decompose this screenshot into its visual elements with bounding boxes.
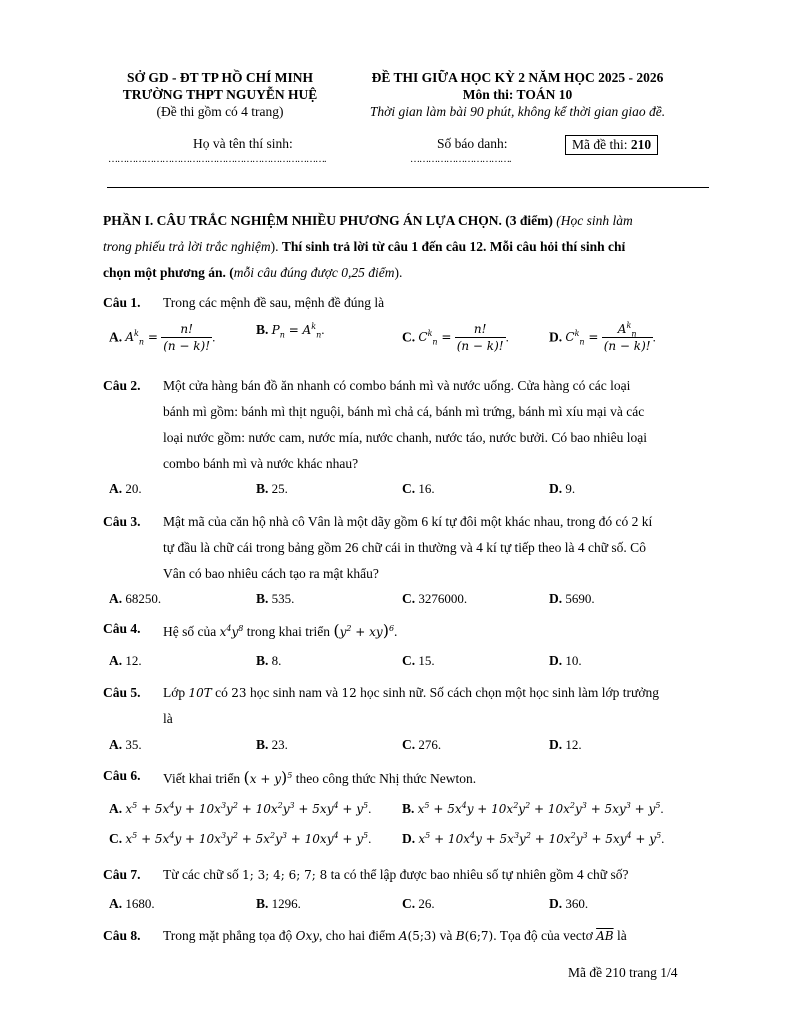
q5-n2: 12 [341,686,357,700]
q8-system: Oxy [295,929,320,943]
q7-option-c-letter: C. [402,896,416,911]
part1-open: ( [229,265,234,280]
q3-label: Câu 3. [103,514,141,529]
part1-score-note: mỗi câu đúng được 0,25 điểm [233,265,395,280]
q2-line3: loại nước gồm: nước cam, nước mía, nước chanh, nước táo, nước bưởi. Có bao nhiêu loại [163,430,647,445]
q3-option-c-value: 3276000 [418,591,464,606]
q4-option-c-letter: C. [402,653,416,668]
q3-option-b[interactable]: B. 535. [256,591,295,606]
q3-option-a-value: 68250 [125,591,158,606]
school-department: SỞ GD - ĐT TP HỒ CHÍ MINH [127,70,313,85]
q4-option-c-value: 15 [418,653,432,668]
q5-option-c-letter: C. [402,737,416,752]
q5-option-d-value: 12 [565,737,579,752]
q2-option-b-value: 25 [271,481,285,496]
q6-option-a[interactable]: A. $x^5 + 5x^4y + 10x^3y^2 + 10x^2y^3 + 5xy^4 + y^5$. [109,801,372,816]
q7-label: Câu 7. [103,867,141,882]
q4-option-c[interactable]: C. 15. [402,653,435,668]
q5-option-d-letter: D. [549,737,563,752]
q2-option-a[interactable]: A. 20. [109,481,142,496]
q5-label: Câu 5. [103,685,141,700]
q5-line2: là [163,711,173,726]
q4-pre: Hệ số của [163,624,217,639]
q4-option-d-letter: D. [549,653,563,668]
q4-text: Hệ số của $x^4y^8$ trong khai triển $(y^2 + xy)^6$. [163,621,398,640]
q5-option-a-value: 35 [125,737,139,752]
q5-n1: 23 [231,686,247,700]
exam-code-box [565,135,658,155]
q4-option-b-letter: B. [256,653,269,668]
q2-option-b[interactable]: B. 25. [256,481,288,496]
q6-option-a-letter: A. [109,801,123,816]
q7-option-a-letter: A. [109,896,123,911]
q6-option-c[interactable]: C. $x^5 + 5x^4y + 10x^3y^2 + 5x^2y^3 + 10xy^4 + y^5$. [109,831,372,846]
q6-pre: Viết khai triển [163,771,241,786]
header-divider [107,187,709,188]
q2-label: Câu 2. [103,378,141,393]
q8-text: Trong mặt phẳng tọa độ Oxy, cho hai điểm A(5;3) và B(6;7). Tọa độ của vectơ $\overline{AB}$ là [163,928,627,943]
part1-rule: Thí sinh trả lời từ câu 1 đến câu 12. Mỗi câu hỏi thí sinh chỉ [281,239,626,254]
q7-option-d-letter: D. [549,896,563,911]
q1-label: Câu 1. [103,295,141,310]
q7-text [163,867,629,883]
q5-option-b-letter: B. [256,737,269,752]
q5-option-d[interactable]: D. 12. [549,737,582,752]
q8-and: và [439,928,453,943]
q4-label: Câu 4. [103,621,141,636]
q1-option-c-letter: C. [402,329,416,345]
q7-option-c-value: 26 [418,896,432,911]
q6-option-c-letter: C. [109,831,123,846]
q2-line4: combo bánh mì và nước khác nhau? [163,456,359,471]
q4-option-a[interactable]: A. 12. [109,653,142,668]
candidate-name-field: ………………………………………………………………. [108,154,326,165]
q6-post: theo công thức Nhị thức Newton. [295,771,477,786]
q2-option-a-letter: A. [109,481,123,496]
q5-option-b-value: 23 [271,737,285,752]
candidate-name-label: Họ và tên thí sinh: [193,136,293,151]
q2-line2: bánh mì gồm: bánh mì thịt nguội, bánh mì chả cá, bánh mì trứng, bánh mì xíu mại và các [163,404,645,419]
q1-option-d-letter: D. [549,329,563,345]
q7-post: ta có thể lập được bao nhiêu số tự nhiên gồm 4 chữ số? [330,867,629,882]
q5-mid2: học sinh nam và [249,685,339,700]
q7-option-a-value: 1680 [125,896,152,911]
q3-text [163,509,691,587]
q1-option-b[interactable]: B. $P_n = A^k_n$. [256,322,325,340]
q6-option-d-letter: D. [402,831,416,846]
q7-option-b-letter: B. [256,896,269,911]
q7-option-a[interactable]: A. 1680. [109,896,155,911]
q6-text: Viết khai triển $(x + y)^5$ theo công thức Nhị thức Newton. [163,768,477,787]
q5-option-c[interactable]: C. 276. [402,737,442,752]
part1-close: ). [394,265,403,280]
q1-option-a[interactable]: A. $A^k_n$ = $\frac{n!}{(n - k)!}$ . [109,322,216,353]
q5-class: 10T [188,686,212,700]
school-name: TRƯỜNG THPT NGUYỄN HUỆ [122,87,318,102]
q2-line1: Một cửa hàng bán đồ ăn nhanh có combo bánh mì và nước uống. Cửa hàng có các loại [163,378,631,393]
q7-option-b-value: 1296 [271,896,298,911]
q7-digits: 1; 3; 4; 6; 7; 8 [242,868,328,882]
q6-label: Câu 6. [103,768,141,783]
exam-subject: Môn thi: TOÁN 10 [462,87,573,102]
q7-option-d[interactable]: D. 360. [549,896,589,911]
exam-code-label: Mã đề thi: [572,137,628,152]
q8-mid: , cho hai điểm [319,928,396,943]
q5-option-b[interactable]: B. 23. [256,737,288,752]
page-count-note: (Đề thi gồm có 4 trang) [156,104,284,119]
q2-option-d-value: 9 [565,481,572,496]
q5-post: học sinh nữ. Số cách chọn một học sinh làm lớp trưởng [360,685,659,700]
q3-option-b-letter: B. [256,591,269,606]
q3-option-d[interactable]: D. 5690. [549,591,595,606]
q4-option-d-value: 10 [565,653,579,668]
q8-pre: Trong mặt phẳng tọa độ [163,928,293,943]
q6-option-b-letter: B. [402,801,415,816]
q3-line2: tự đầu là chữ cái trong bảng gồm 26 chữ cái in thường và 4 kí tự tiếp theo là 4 chữ số. Cô [163,540,646,555]
q3-option-c[interactable]: C. 3276000. [402,591,468,606]
q2-text [163,373,691,477]
q2-option-d-letter: D. [549,481,563,496]
q5-option-a[interactable]: A. 35. [109,737,142,752]
q5-option-c-value: 276 [418,737,438,752]
q2-option-a-value: 20 [125,481,139,496]
q7-option-c[interactable]: C. 26. [402,896,435,911]
q4-option-b-value: 8 [271,653,279,668]
q7-option-b[interactable]: B. 1296. [256,896,301,911]
q5-text [163,680,691,732]
q6-option-d[interactable]: D. $x^5 + 10x^4y + 5x^3y^2 + 10x^2y^3 + 5xy^4 + y^5$. [402,831,665,846]
q4-mid: trong khai triển [246,624,330,639]
q7-pre: Từ các chữ số [163,867,239,882]
q4-option-a-value: 12 [125,653,139,668]
q3-line3: Vân có bao nhiêu cách tạo ra mật khẩu? [163,566,379,581]
q3-option-b-value: 535 [271,591,292,606]
part1-note: (Học sinh làm [556,213,633,228]
q3-option-c-letter: C. [402,591,416,606]
q2-option-b-letter: B. [256,481,269,496]
q4-option-a-letter: A. [109,653,123,668]
part1-rule-cont: chọn một phương án. [103,265,226,280]
q2-option-c[interactable]: C. 16. [402,481,435,496]
q1-option-c[interactable]: C. $C^k_n$ = $\frac{n!}{(n - k)!}$ . [402,322,509,353]
q1-text: Trong các mệnh đề sau, mệnh đề đúng là [163,295,385,310]
q1-option-b-letter: B. [256,322,269,337]
candidate-id-field: ……………………………. [410,154,511,165]
q6-option-b[interactable]: B. $x^5 + 5x^4y + 10x^2y^2 + 10x^2y^3 + 5xy^3 + y^5$. [402,801,664,816]
q3-option-d-value: 5690 [565,591,592,606]
part1-note-cont: trong phiếu trả lời trắc nghiệm [103,239,271,254]
q2-option-d[interactable]: D. 9. [549,481,576,496]
candidate-id-label: Số báo danh: [437,136,508,151]
q5-pre: Lớp [163,685,186,700]
q8-post: . Tọa độ của vectơ [493,928,593,943]
q5-option-a-letter: A. [109,737,123,752]
q4-option-b[interactable]: B. 8. [256,653,282,668]
q5-mid1: có [215,685,228,700]
q3-option-d-letter: D. [549,591,563,606]
q2-option-c-letter: C. [402,481,416,496]
q1-option-d[interactable]: D. $C^k_n$ = $\frac{A^k_n}{(n - k)!}$ . [549,321,656,353]
q4-option-d[interactable]: D. 10. [549,653,582,668]
q7-option-d-value: 360 [565,896,585,911]
exam-title: ĐỀ THI GIỮA HỌC KỲ 2 NĂM HỌC 2025 - 2026 [371,70,664,85]
part1-paren: ). [270,239,279,254]
q1-option-a-letter: A. [109,329,123,345]
q3-option-a-letter: A. [109,591,123,606]
exam-code-value: 210 [630,137,652,152]
q2-option-c-value: 16 [418,481,432,496]
q3-line1: Mật mã của căn hộ nhà cô Vân là một dãy gồm 6 kí tự đôi một khác nhau, trong đó có 2 kí [163,514,653,529]
page-footer: Mã đề 210 trang 1/4 [568,965,678,980]
q8-end: là [616,928,627,943]
part1-title: PHẦN I. CÂU TRẮC NGHIỆM NHIỀU PHƯƠNG ÁN LỰA CHỌN. (3 điểm) [103,213,553,228]
exam-duration: Thời gian làm bài 90 phút, không kể thời gian giao đề. [369,104,666,119]
q3-option-a[interactable]: A. 68250. [109,591,162,606]
part1-instructions [103,208,688,286]
q8-label: Câu 8. [103,928,141,943]
